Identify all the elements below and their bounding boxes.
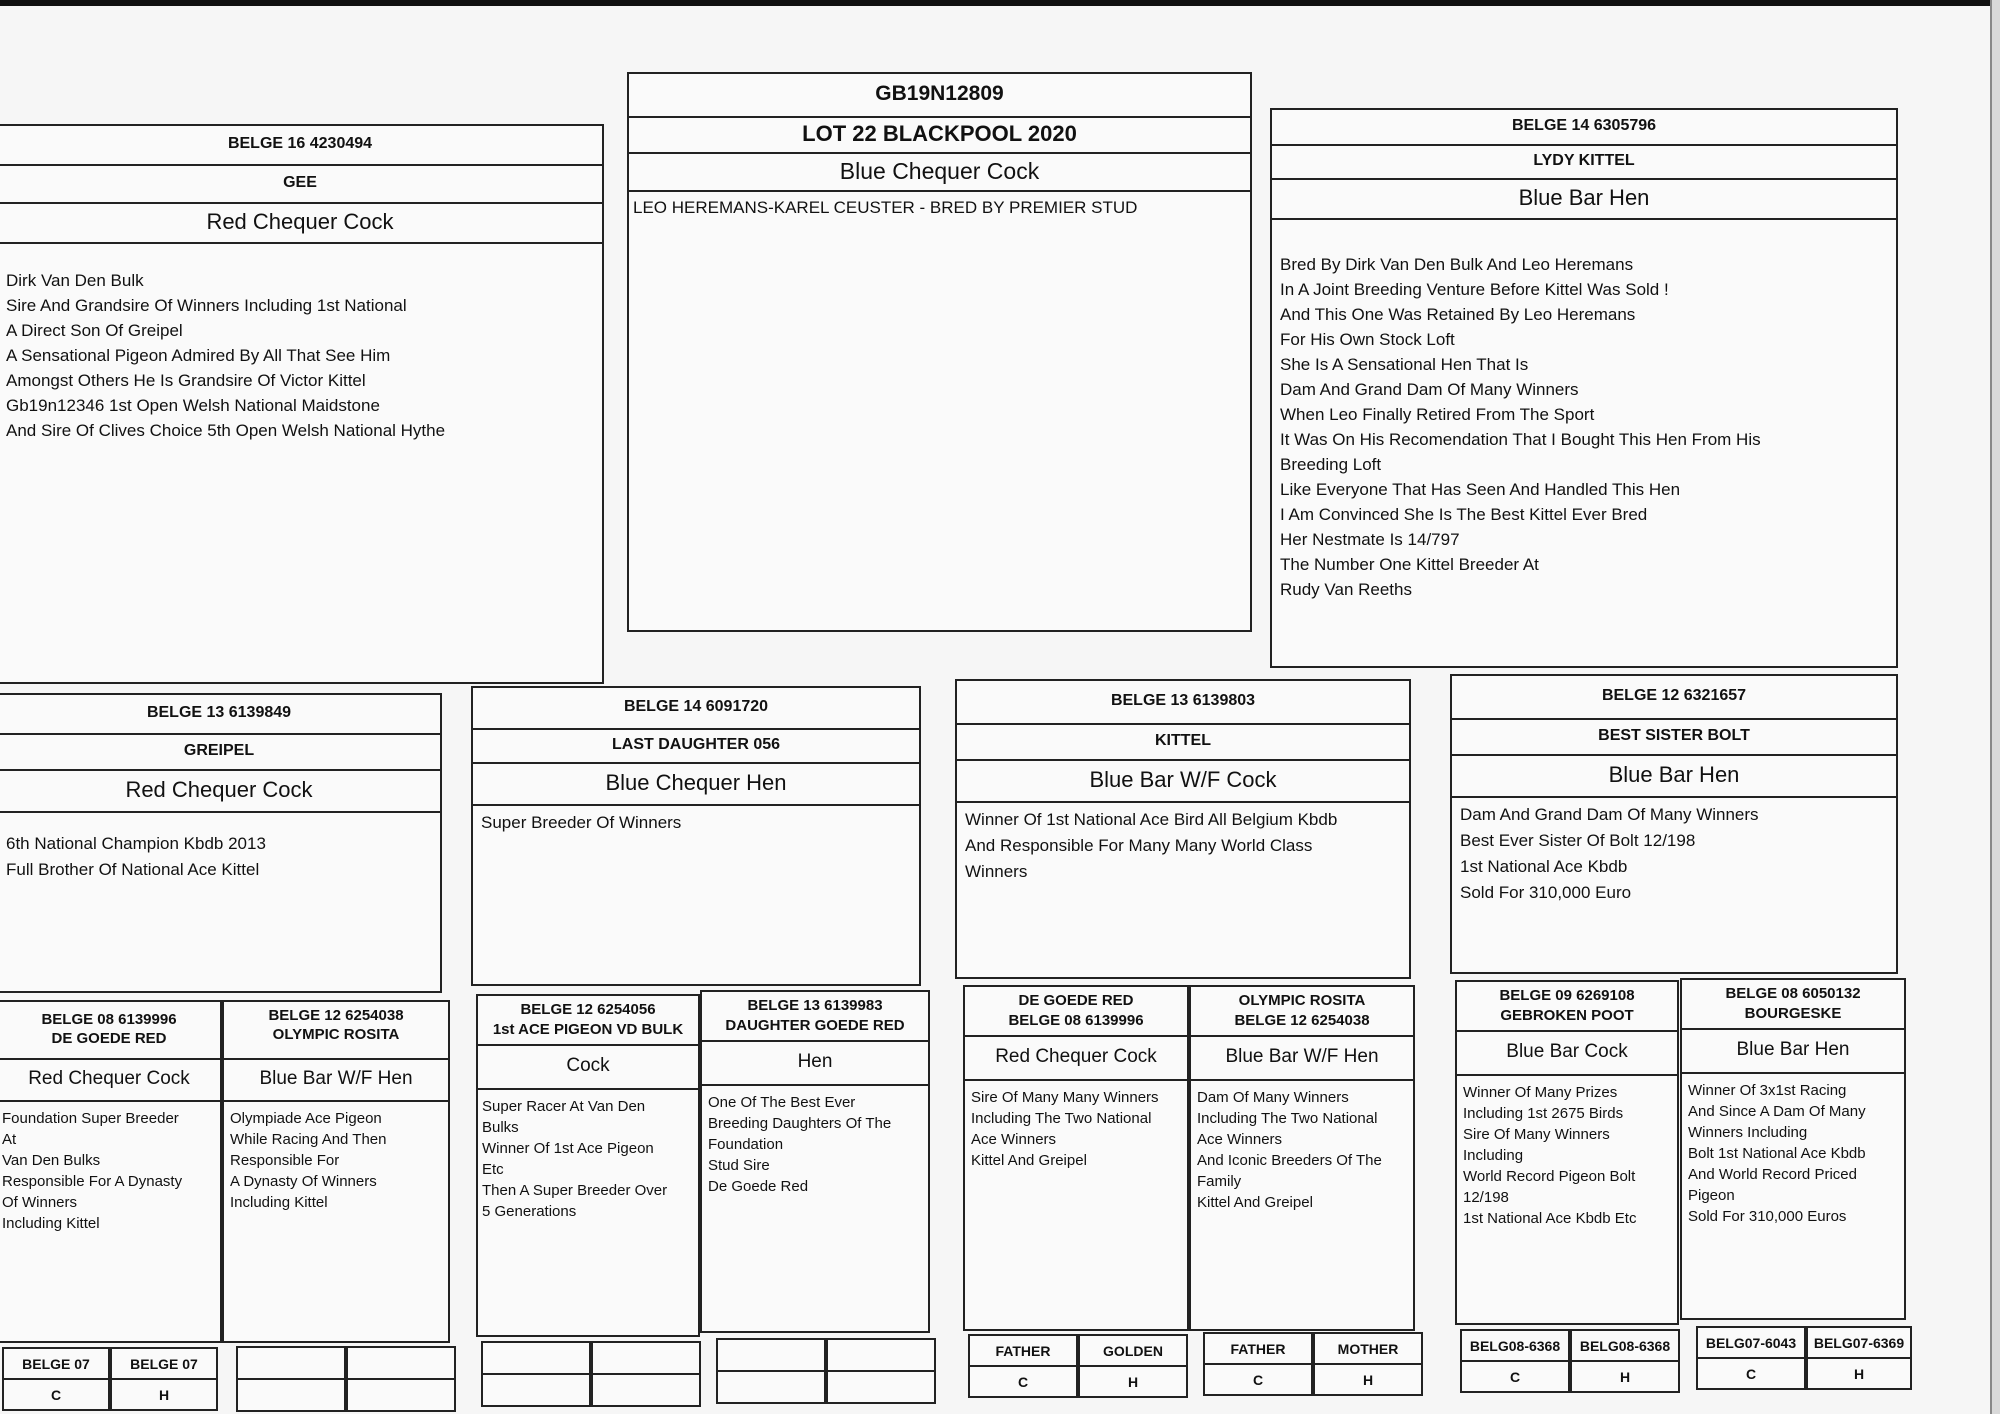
gp-name: LAST DAUGHTER 056 — [473, 730, 919, 764]
note-line: Family — [1197, 1173, 1242, 1190]
main-colour: Blue Chequer Cock — [629, 154, 1250, 192]
note-line: Dam And Grand Dam Of Many Winners — [1460, 805, 1759, 824]
great-grandparent-box — [0, 1000, 222, 1343]
cell-top — [483, 1343, 589, 1373]
ancestor-cell — [591, 1341, 701, 1407]
main-ring: GB19N12809 — [629, 74, 1250, 118]
ancestor-cell — [1570, 1329, 1680, 1393]
note-line: And This One Was Retained By Leo Heremans — [1280, 305, 1636, 324]
cell-bottom: H — [1080, 1365, 1186, 1396]
note-line: Gb19n12346 1st Open Welsh National Maidstone — [6, 396, 380, 415]
ggp-line1: BELGE 08 6050132 — [1725, 985, 1861, 1002]
ancestor-cell — [1696, 1326, 1806, 1390]
gp-ring: BELGE 12 6321657 — [1452, 676, 1896, 720]
ggp-line2: BELGE 12 6254038 — [1234, 1012, 1370, 1029]
main-lot: LOT 22 BLACKPOOL 2020 — [629, 118, 1250, 154]
main-note: LEO HEREMANS-KAREL CEUSTER - BRED BY PREMIER STUD — [633, 198, 1138, 217]
sire-notes — [0, 244, 602, 682]
note-line: I Am Convinced She Is The Best Kittel Ever Bred — [1280, 505, 1648, 524]
cell-top: FATHER — [995, 1342, 1051, 1359]
cell-top — [348, 1348, 454, 1378]
ggp-line1: BELGE 08 6139996 — [41, 1011, 177, 1028]
note-line: At — [2, 1131, 17, 1148]
cell-bottom: H — [1572, 1360, 1678, 1391]
cell-bottom: H — [112, 1378, 216, 1409]
note-line: Her Nestmate Is 14/797 — [1280, 530, 1460, 549]
note-line: Responsible For — [230, 1152, 340, 1169]
scan-top-edge — [0, 0, 2000, 6]
grandparent-box — [471, 686, 921, 986]
ggp-colour: Red Chequer Cock — [0, 1060, 220, 1102]
gp-ring: BELGE 14 6091720 — [473, 688, 919, 730]
cell-top: FATHER — [1230, 1340, 1286, 1357]
gp-colour: Blue Bar W/F Cock — [957, 761, 1409, 803]
ggp-line2: BOURGESKE — [1744, 1005, 1842, 1022]
note-line: Super Racer At Van Den — [482, 1098, 646, 1115]
dam-notes — [1272, 220, 1896, 666]
great-grandparent-box — [1455, 980, 1679, 1325]
cell-top: BELGE 07 — [22, 1355, 90, 1372]
ancestor-cell — [346, 1346, 456, 1412]
ancestor-cell — [716, 1338, 826, 1404]
note-line: 12/198 — [1463, 1189, 1509, 1206]
ggp-line2: OLYMPIC ROSITA — [272, 1026, 400, 1043]
note-line: Sire Of Many Winners — [1463, 1126, 1610, 1143]
note-line: World Record Pigeon Bolt — [1463, 1168, 1636, 1185]
note-line: Winners Including — [1688, 1124, 1808, 1141]
note-line: 6th National Champion Kbdb 2013 — [6, 834, 266, 853]
note-line: Pigeon — [1688, 1187, 1735, 1204]
note-line: Winners — [965, 862, 1028, 881]
ggp-line2: DAUGHTER GOEDE RED — [725, 1017, 905, 1034]
scan-right-edge — [1990, 0, 2000, 1414]
note-line: Like Everyone That Has Seen And Handled This Hen — [1280, 480, 1681, 499]
note-line: Including — [1463, 1147, 1524, 1164]
gp-colour: Red Chequer Cock — [0, 771, 440, 813]
note-line: Stud Sire — [708, 1157, 770, 1174]
cell-top — [718, 1340, 824, 1370]
cell-bottom — [238, 1378, 344, 1410]
cell-bottom: H — [1315, 1363, 1421, 1394]
great-grandparent-box — [222, 1000, 450, 1343]
note-line: Foundation — [708, 1136, 784, 1153]
note-line: And World Record Priced — [1688, 1166, 1857, 1183]
cell-top — [238, 1348, 344, 1378]
great-grandparent-box — [963, 985, 1189, 1331]
note-line: Etc — [482, 1161, 504, 1178]
ggp-line2: GEBROKEN POOT — [1500, 1007, 1634, 1024]
sire-ring: BELGE 16 4230494 — [0, 126, 602, 166]
cell-bottom: H — [1808, 1357, 1910, 1388]
note-line: Then A Super Breeder Over — [482, 1182, 668, 1199]
note-line: Including 1st 2675 Birds — [1463, 1105, 1624, 1122]
ggp-line1: BELGE 12 6254038 — [268, 1007, 404, 1024]
ggp-line2: 1st ACE PIGEON VD BULK — [492, 1021, 684, 1038]
note-line: Breeding Daughters Of The — [708, 1115, 892, 1132]
ggp-line1: BELGE 09 6269108 — [1499, 987, 1635, 1004]
note-line: Sold For 310,000 Euro — [1460, 883, 1632, 902]
ggp-colour: Hen — [702, 1042, 928, 1086]
ancestor-cell — [2, 1347, 110, 1411]
ggp-line1: BELGE 12 6254056 — [520, 1001, 656, 1018]
note-line: For His Own Stock Loft — [1280, 330, 1455, 349]
cell-top — [828, 1340, 934, 1370]
grandparent-box — [955, 679, 1411, 979]
cell-bottom: C — [4, 1378, 108, 1409]
ancestor-cell — [110, 1347, 218, 1411]
gp-colour: Blue Chequer Hen — [473, 764, 919, 806]
note-line: It Was On His Recomendation That I Bought This Hen From His — [1280, 430, 1761, 449]
ggp-colour: Blue Bar Cock — [1457, 1032, 1677, 1076]
note-line: And Responsible For Many Many World Class — [965, 836, 1313, 855]
cell-bottom — [593, 1373, 699, 1405]
note-line: In A Joint Breeding Venture Before Kittel Was Sold ! — [1280, 280, 1669, 299]
ggp-colour: Blue Bar Hen — [1682, 1030, 1904, 1074]
cell-top: BELG08-6368 — [1469, 1337, 1561, 1354]
ggp-line1: OLYMPIC ROSITA — [1238, 992, 1366, 1009]
ancestor-cell — [1078, 1334, 1188, 1398]
note-line: When Leo Finally Retired From The Sport — [1280, 405, 1595, 424]
gp-ring: BELGE 13 6139849 — [0, 695, 440, 735]
note-line: 1st National Ace Kbdb — [1460, 857, 1628, 876]
cell-bottom: C — [1698, 1357, 1804, 1388]
ggp-colour: Cock — [478, 1046, 698, 1090]
sire-box — [0, 124, 604, 684]
ancestor-cell — [1460, 1329, 1570, 1393]
main-pigeon-box — [627, 72, 1252, 632]
dam-name: LYDY KITTEL — [1272, 146, 1896, 180]
dam-box — [1270, 108, 1898, 668]
cell-top: BELGE 07 — [130, 1355, 198, 1372]
cell-top: BELG07-6369 — [1813, 1334, 1905, 1351]
note-line: A Dynasty Of Winners — [230, 1173, 377, 1190]
note-line: And Since A Dam Of Many — [1688, 1103, 1866, 1120]
gp-name: GREIPEL — [0, 735, 440, 771]
cell-top: MOTHER — [1337, 1340, 1399, 1357]
note-line: Amongst Others He Is Grandsire Of Victor Kittel — [6, 371, 366, 390]
note-line: Rudy Van Reeths — [1280, 580, 1412, 599]
note-line: Dam Of Many Winners — [1197, 1089, 1349, 1106]
note-line: She Is A Sensational Hen That Is — [1280, 355, 1529, 374]
sire-colour: Red Chequer Cock — [0, 204, 602, 244]
sire-name: GEE — [0, 166, 602, 204]
gp-colour: Blue Bar Hen — [1452, 756, 1896, 798]
great-grandparent-box — [476, 994, 700, 1337]
great-grandparent-box — [700, 990, 930, 1333]
great-grandparent-box — [1680, 978, 1906, 1320]
ancestor-cell — [1806, 1326, 1912, 1390]
note-line: Foundation Super Breeder — [2, 1110, 179, 1127]
note-line: Sire Of Many Many Winners — [971, 1089, 1159, 1106]
cell-bottom — [483, 1373, 589, 1405]
note-line: 5 Generations — [482, 1203, 577, 1220]
cell-bottom: C — [1205, 1363, 1311, 1394]
note-line: Kittel And Greipel — [1197, 1194, 1313, 1211]
note-line: Sold For 310,000 Euros — [1688, 1208, 1847, 1225]
ggp-colour: Blue Bar W/F Hen — [224, 1060, 448, 1102]
note-line: Including The Two National — [1197, 1110, 1378, 1127]
ancestor-cell — [481, 1341, 591, 1407]
ancestor-cell — [236, 1346, 346, 1412]
grandparent-box — [0, 693, 442, 993]
note-line: Winner Of Many Prizes — [1463, 1084, 1618, 1101]
note-line: Breeding Loft — [1280, 455, 1382, 474]
note-line: Dirk Van Den Bulk — [6, 271, 144, 290]
note-line: Bred By Dirk Van Den Bulk And Leo Heremans — [1280, 255, 1634, 274]
note-line: Responsible For A Dynasty — [2, 1173, 183, 1190]
gp-name: KITTEL — [957, 725, 1409, 761]
note-line: Dam And Grand Dam Of Many Winners — [1280, 380, 1579, 399]
note-line: Sire And Grandsire Of Winners Including 1st National — [6, 296, 407, 315]
note-line: De Goede Red — [708, 1178, 809, 1195]
note-line: Including Kittel — [2, 1215, 100, 1232]
note-line: Winner Of 3x1st Racing — [1688, 1082, 1847, 1099]
cell-bottom — [348, 1378, 454, 1410]
note-line: Including The Two National — [971, 1110, 1152, 1127]
cell-top: BELG08-6368 — [1579, 1337, 1671, 1354]
note-line: The Number One Kittel Breeder At — [1280, 555, 1539, 574]
note-line: Best Ever Sister Of Bolt 12/198 — [1460, 831, 1696, 850]
cell-bottom: C — [970, 1365, 1076, 1396]
ggp-line2: DE GOEDE RED — [51, 1030, 167, 1047]
cell-top: BELG07-6043 — [1705, 1334, 1797, 1351]
ggp-line1: DE GOEDE RED — [1018, 992, 1134, 1009]
note-line: While Racing And Then — [230, 1131, 387, 1148]
note-line: A Direct Son Of Greipel — [6, 321, 183, 340]
note-line: Bolt 1st National Ace Kbdb — [1688, 1145, 1866, 1162]
dam-colour: Blue Bar Hen — [1272, 180, 1896, 220]
note-line: Ace Winners — [971, 1131, 1057, 1148]
ggp-line1: BELGE 13 6139983 — [747, 997, 883, 1014]
note-line: Super Breeder Of Winners — [481, 813, 682, 832]
gp-ring: BELGE 13 6139803 — [957, 681, 1409, 725]
note-line: Full Brother Of National Ace Kittel — [6, 860, 260, 879]
note-line: 1st National Ace Kbdb Etc — [1463, 1210, 1637, 1227]
gp-name: BEST SISTER BOLT — [1452, 720, 1896, 756]
note-line: Winner Of 1st Ace Pigeon — [482, 1140, 654, 1157]
note-line: One Of The Best Ever — [708, 1094, 856, 1111]
dam-ring: BELGE 14 6305796 — [1272, 110, 1896, 146]
cell-bottom — [828, 1370, 934, 1402]
note-line: And Sire Of Clives Choice 5th Open Welsh National Hythe — [6, 421, 446, 440]
note-line: Of Winners — [2, 1194, 78, 1211]
cell-bottom — [718, 1370, 824, 1402]
note-line: Ace Winners — [1197, 1131, 1283, 1148]
note-line: Bulks — [482, 1119, 519, 1136]
cell-bottom: C — [1462, 1360, 1568, 1391]
ggp-colour: Red Chequer Cock — [965, 1037, 1187, 1081]
great-grandparent-box — [1189, 985, 1415, 1331]
cell-top: GOLDEN — [1103, 1342, 1163, 1359]
note-line: Including Kittel — [230, 1194, 328, 1211]
ancestor-cell — [826, 1338, 936, 1404]
note-line: Winner Of 1st National Ace Bird All Belgium Kbdb — [965, 810, 1338, 829]
note-line: Kittel And Greipel — [971, 1152, 1087, 1169]
ancestor-cell — [1313, 1332, 1423, 1396]
ggp-line2: BELGE 08 6139996 — [1008, 1012, 1144, 1029]
cell-top — [593, 1343, 699, 1373]
ancestor-cell — [968, 1334, 1078, 1398]
note-line: A Sensational Pigeon Admired By All That See Him — [6, 346, 391, 365]
grandparent-box — [1450, 674, 1898, 974]
ancestor-cell — [1203, 1332, 1313, 1396]
note-line: And Iconic Breeders Of The — [1197, 1152, 1382, 1169]
note-line: Olympiade Ace Pigeon — [230, 1110, 382, 1127]
note-line: Van Den Bulks — [2, 1152, 101, 1169]
ggp-colour: Blue Bar W/F Hen — [1191, 1037, 1413, 1081]
